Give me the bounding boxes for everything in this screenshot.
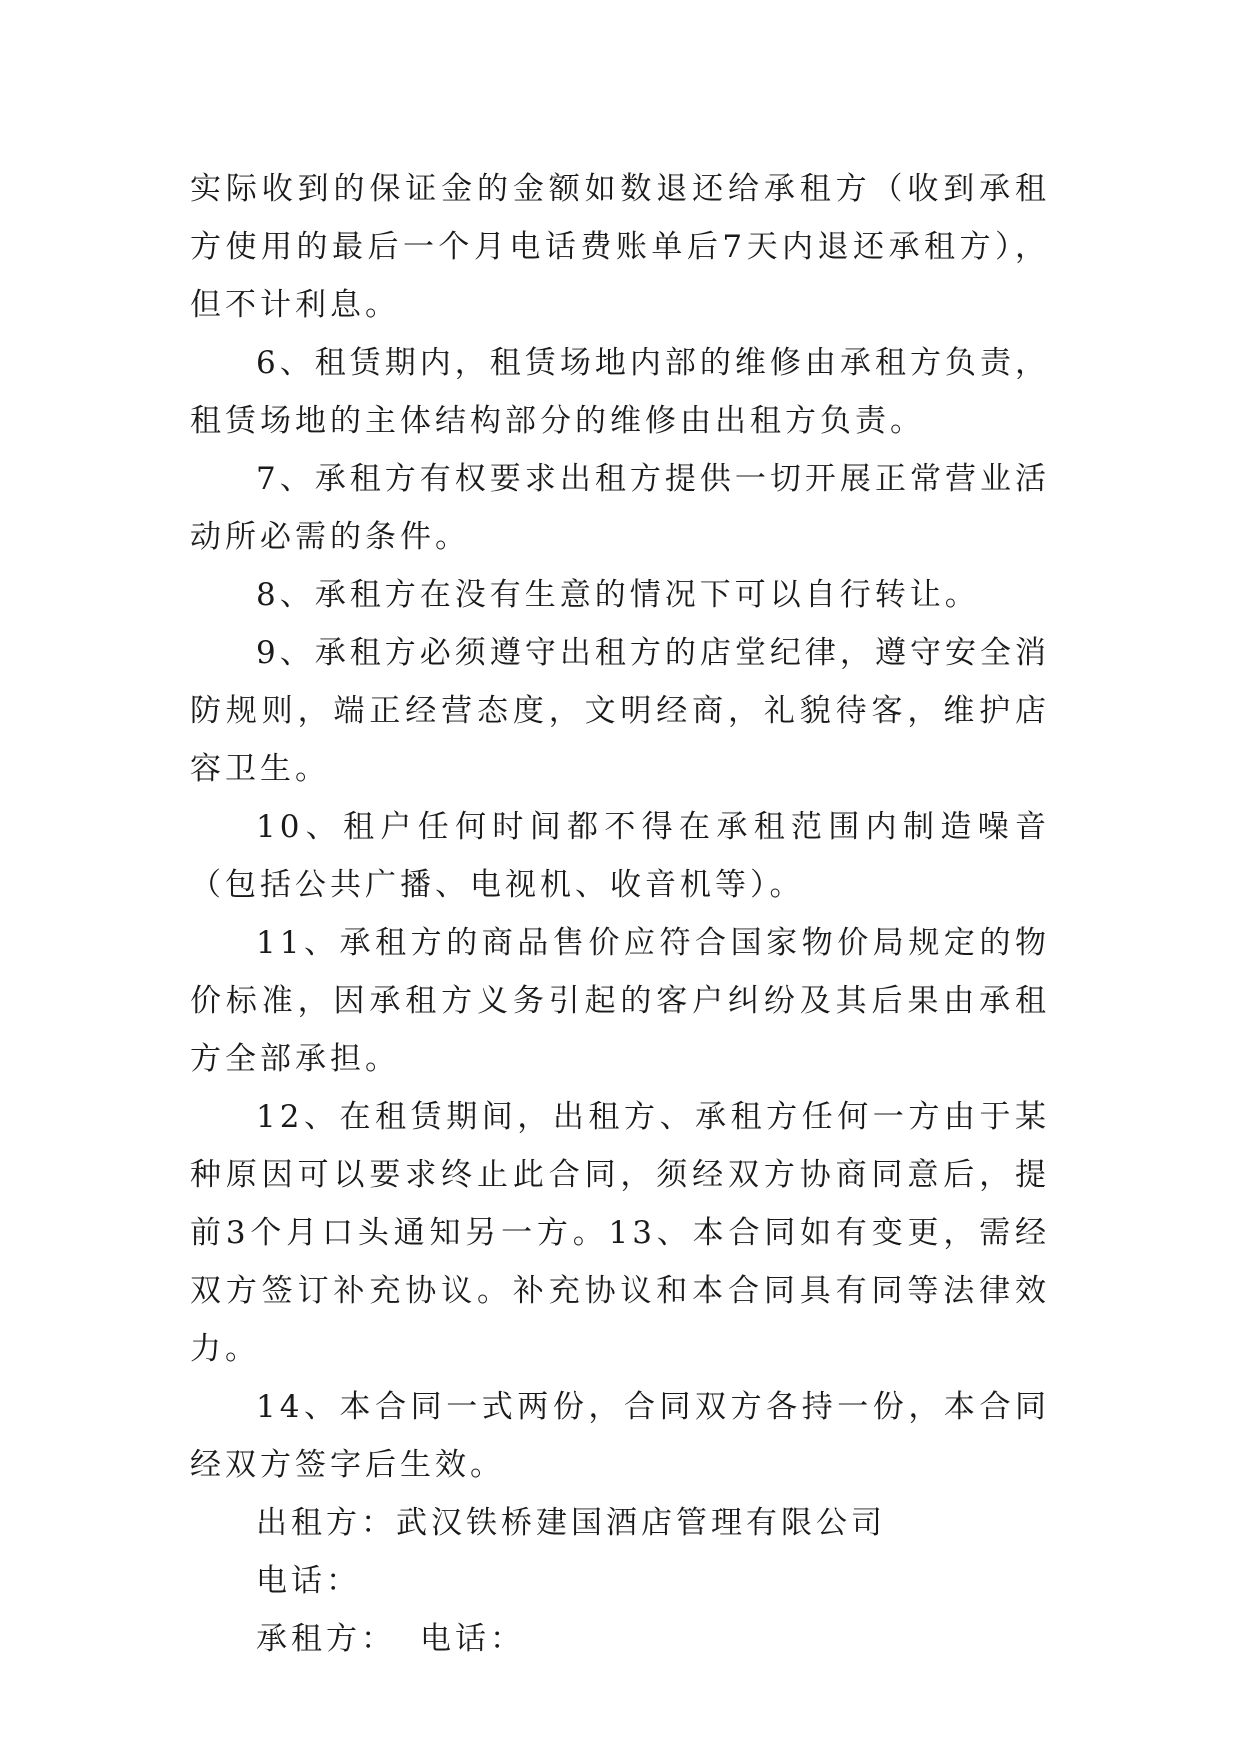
paragraph-clause-10: 10、租户任何时间都不得在承租范围内制造噪音（包括公共广播、电视机、收音机等）。	[190, 809, 1050, 903]
lessee-line	[190, 1610, 1050, 1668]
paragraph-clause-14: 14、本合同一式两份，合同双方各持一份，本合同经双方签字后生效。	[190, 1389, 1050, 1483]
lessor-line: 出租方：武汉铁桥建国酒店管理有限公司	[256, 1505, 886, 1541]
paragraph-clause-6: 6、租赁期内，租赁场地内部的维修由承租方负责，租赁场地的主体结构部分的维修由出租方负责。	[190, 345, 1050, 439]
paragraph-clause-7: 7、承租方有权要求出租方提供一切开展正常营业活动所必需的条件。	[190, 461, 1050, 555]
paragraph-clause-8: 8、承租方在没有生意的情况下可以自行转让。	[256, 577, 980, 613]
lessee-label: 承租方：	[256, 1621, 396, 1657]
contract-body	[190, 160, 1050, 1668]
lessee-phone-label: 电话：	[420, 1621, 525, 1657]
paragraph-clause-11: 11、承租方的商品售价应符合国家物价局规定的物价标准，因承租方义务引起的客户纠纷及其后果由承租方全部承担。	[190, 925, 1050, 1077]
lessor-phone-line: 电话：	[256, 1563, 361, 1599]
paragraph-clause-12-13: 12、在租赁期间，出租方、承租方任何一方由于某种原因可以要求终止此合同，须经双方协商同意后，提前3个月口头通知另一方。13、本合同如有变更，需经双方签订补充协议。补充协议和本合同具有同等法律效力。	[190, 1099, 1050, 1367]
paragraph-deposit-refund: 实际收到的保证金的金额如数退还给承租方（收到承租方使用的最后一个月电话费账单后7天内退还承租方），但不计利息。	[190, 171, 1050, 323]
paragraph-clause-9: 9、承租方必须遵守出租方的店堂纪律，遵守安全消防规则，端正经营态度，文明经商，礼貌待客，维护店容卫生。	[190, 635, 1050, 787]
